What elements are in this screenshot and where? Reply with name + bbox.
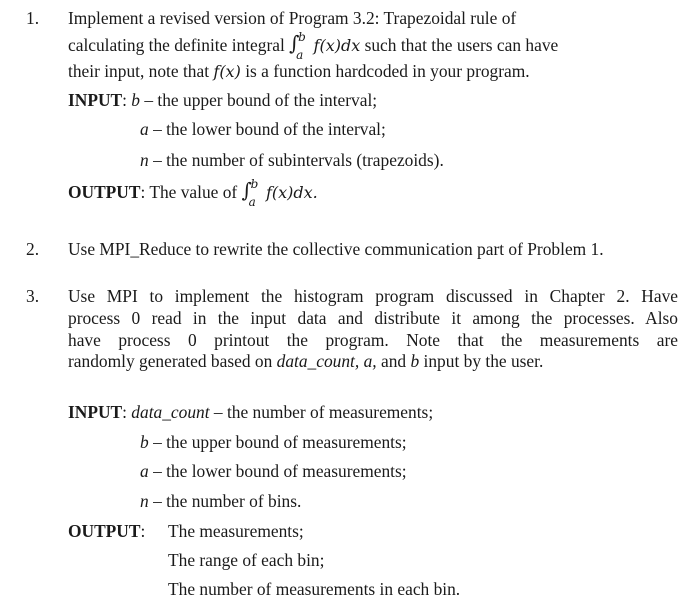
item3-input-a-desc: – the lower bound of measurements;: [153, 461, 407, 481]
item1-output-pre: : The value of: [140, 182, 238, 202]
item1-input-b: INPUT: b – the upper bound of the interval;: [68, 90, 378, 110]
item1-input-label: INPUT: [68, 90, 123, 110]
item1-line2-expr: f(x)dx: [313, 36, 361, 55]
item3-input-b-desc: – the upper bound of measurements;: [153, 432, 407, 452]
item1-input-b-desc: – the upper bound of the interval;: [144, 90, 378, 110]
item3-line4-and: and: [380, 351, 407, 371]
item3-line4-b: b: [410, 351, 420, 371]
item3-line1: Use MPI to implement the histogram program discussed in Chapter 2. Have: [68, 286, 678, 306]
item3-line4-post: input by the user.: [423, 351, 544, 371]
item1-input-n-desc: – the number of subintervals (trapezoids).: [153, 150, 444, 170]
item1-output-expr: f(x)dx.: [265, 183, 318, 202]
item3-line3: have process 0 printout the program. Note that the measurements are: [68, 330, 678, 350]
item1-line2-post: such that the users can have: [364, 35, 559, 55]
item1-line2: [68, 30, 559, 62]
item3-input-n-var: n: [140, 491, 149, 511]
item3-line4-vars: data_count, a,: [276, 351, 377, 371]
item3-output-2: The range of each bin;: [168, 550, 325, 570]
item1-output-label: OUTPUT: [68, 182, 141, 202]
integral-symbol: ∫ b a: [289, 30, 306, 62]
item3-input-a-var: a: [140, 461, 149, 481]
item1-line1: Implement a revised version of Program 3.2: Trapezoidal rule of: [68, 8, 517, 28]
item3-input-b: [140, 431, 407, 453]
item3-number: 3.: [26, 286, 40, 306]
integral-symbol: ∫ b a: [241, 177, 259, 209]
item1-input-a: [140, 118, 386, 140]
item3-line4: [68, 350, 543, 372]
item3-line4-pre: randomly generated based on: [68, 351, 273, 371]
item1-line3-pre: their input, note that: [68, 61, 210, 81]
item1-number: 1.: [26, 8, 40, 28]
item3-output-label-line: OUTPUT:: [68, 521, 146, 541]
item1-line3: [68, 60, 530, 83]
item3-input-dc-desc: – the number of measurements;: [213, 402, 434, 422]
item3-output-label: OUTPUT: [68, 521, 141, 541]
item3-output-1: The measurements;: [168, 521, 304, 541]
item1-input-a-var: a: [140, 119, 149, 139]
item3-input-n-desc: – the number of bins.: [153, 491, 302, 511]
item1-input-b-var: b: [131, 90, 140, 110]
item3-input-n: [140, 490, 301, 512]
item2-text: Use MPI_Reduce to rewrite the collective communication part of Problem 1.: [68, 239, 604, 259]
item3-input-dc: INPUT: data_count – the number of measurements;: [68, 402, 434, 422]
item1-output: [68, 177, 318, 209]
item1-input-n: [140, 149, 444, 171]
item3-input-a: [140, 460, 407, 482]
item3-input-label: INPUT: [68, 402, 123, 422]
item1-input-n-var: n: [140, 150, 149, 170]
item1-line3-post: is a function hardcoded in your program.: [245, 61, 530, 81]
item3-line2: process 0 read in the input data and distribute it among the processes. Also: [68, 308, 678, 328]
item3-input-dc-var: data_count: [131, 402, 210, 422]
item1-input-a-desc: – the lower bound of the interval;: [153, 119, 386, 139]
item1-line3-expr: f(x): [213, 62, 241, 81]
item2-number: 2.: [26, 239, 40, 259]
item3-output-3: The number of measurements in each bin.: [168, 579, 461, 599]
item1-line2-pre: calculating the definite integral: [68, 35, 285, 55]
item3-input-b-var: b: [140, 432, 149, 452]
